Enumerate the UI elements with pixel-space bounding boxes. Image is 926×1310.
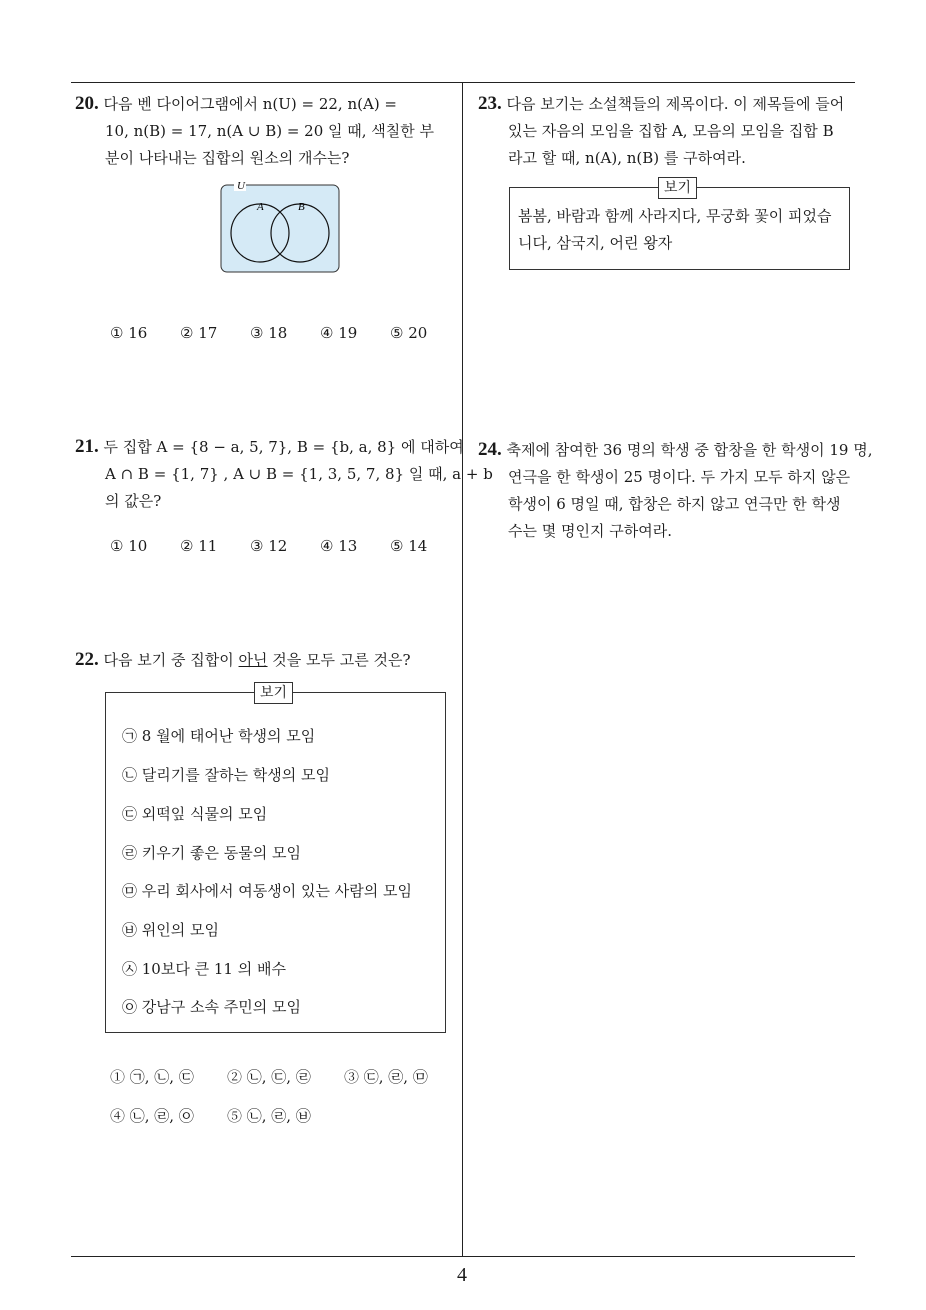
question-text-line: 10, n(B) = 17, n(A ∪ B) = 20 일 때, 색칠한 부 (105, 122, 435, 140)
example-box-line: 봄봄, 바람과 함께 사라지다, 무궁화 꽃이 피었습 (518, 207, 832, 225)
question-number: 22. (75, 649, 99, 670)
question-text-line: 다음 벤 다이어그램에서 n(U) = 22, n(A) = (103, 95, 398, 113)
choice-3[interactable]: ③ 12 (250, 537, 288, 555)
choice-5[interactable]: ⑤ ㉡, ㉣, ㉥ (227, 1107, 311, 1125)
label-a: A (257, 201, 264, 213)
question-text-line: 의 값은? (105, 492, 162, 510)
question-text-line: 다음 보기는 소설책들의 제목이다. 이 제목들에 들어 (506, 95, 845, 113)
example-item: ㉥ 위인의 모임 (122, 921, 219, 939)
choice-2[interactable]: ② 11 (180, 537, 218, 555)
question-20 (75, 90, 455, 172)
answer-choices-row-1 (110, 1066, 428, 1087)
question-text-line: 분이 나타내는 집합의 원소의 개수는? (105, 149, 350, 167)
example-item: ㉢ 외떡잎 식물의 모임 (122, 805, 268, 823)
question-text-underlined: 아닌 (238, 651, 268, 669)
example-item: ㉠ 8 월에 태어난 학생의 모임 (122, 727, 316, 745)
choice-3[interactable]: ③ 18 (250, 324, 288, 342)
question-23 (478, 90, 858, 172)
choice-4[interactable]: ④ 19 (320, 324, 358, 342)
question-number: 21. (75, 436, 99, 457)
question-text-line: 축제에 참여한 36 명의 학생 중 합창을 한 학생이 19 명, (506, 441, 873, 459)
question-text-line: 두 집합 A = {8 − a, 5, 7}, B = {b, a, 8} 에 대하여 (103, 438, 464, 456)
label-b: B (298, 201, 305, 213)
choice-2[interactable]: ② ㉡, ㉢, ㉣ (227, 1068, 311, 1086)
question-number: 20. (75, 93, 99, 114)
question-text-before: 다음 보기 중 집합이 (103, 651, 239, 669)
question-text-line: A ∩ B = {1, 7} , A ∪ B = {1, 3, 5, 7, 8} 일 때, a + b (105, 465, 493, 483)
venn-diagram (218, 176, 342, 274)
choice-1[interactable]: ① ㉠, ㉡, ㉢ (110, 1068, 194, 1086)
choice-4[interactable]: ④ 13 (320, 537, 358, 555)
example-item: ㉡ 달리기를 잘하는 학생의 모임 (122, 766, 330, 784)
choice-5[interactable]: ⑤ 20 (390, 324, 428, 342)
choice-2[interactable]: ② 17 (180, 324, 218, 342)
question-text-line: 수는 몇 명인지 구하여라. (508, 522, 672, 540)
bottom-rule (71, 1256, 855, 1257)
choice-1[interactable]: ① 10 (110, 537, 148, 555)
column-divider (462, 82, 463, 1257)
question-text-after: 것을 모두 고른 것은? (267, 651, 411, 669)
question-24 (478, 436, 873, 545)
choice-3[interactable]: ③ ㉢, ㉣, ㉤ (344, 1068, 428, 1086)
choice-4[interactable]: ④ ㉡, ㉣, ㉧ (110, 1107, 194, 1125)
question-text-line: 있는 자음의 모임을 집합 A, 모음의 모임을 집합 B (508, 122, 834, 140)
label-u: U (237, 180, 245, 192)
example-item: ㉣ 키우기 좋은 동물의 모임 (122, 844, 301, 862)
example-item: ㉤ 우리 회사에서 여동생이 있는 사람의 모임 (122, 882, 412, 900)
answer-choices-row-2 (110, 1105, 311, 1126)
question-number: 24. (478, 439, 502, 460)
universal-set-rect (221, 185, 339, 272)
page-number: 4 (457, 1264, 467, 1286)
question-number: 23. (478, 93, 502, 114)
question-text-line: 라고 할 때, n(A), n(B) 를 구하여라. (508, 149, 746, 167)
answer-choices (110, 324, 427, 342)
question-text-line: 연극을 한 학생이 25 명이다. 두 가지 모두 하지 않은 (508, 468, 851, 486)
choice-1[interactable]: ① 16 (110, 324, 148, 342)
top-rule (71, 82, 855, 83)
example-box-title: 보기 (254, 682, 293, 704)
example-item: ㉧ 강남구 소속 주민의 모임 (122, 998, 301, 1016)
question-22 (75, 646, 455, 674)
example-item: ㉦ 10보다 큰 11 의 배수 (122, 960, 286, 978)
choice-5[interactable]: ⑤ 14 (390, 537, 428, 555)
example-box-line: 니다, 삼국지, 어린 왕자 (518, 234, 673, 252)
example-box-title: 보기 (658, 177, 697, 199)
answer-choices (110, 537, 427, 555)
question-text-line: 학생이 6 명일 때, 합창은 하지 않고 연극만 한 학생 (508, 495, 841, 513)
